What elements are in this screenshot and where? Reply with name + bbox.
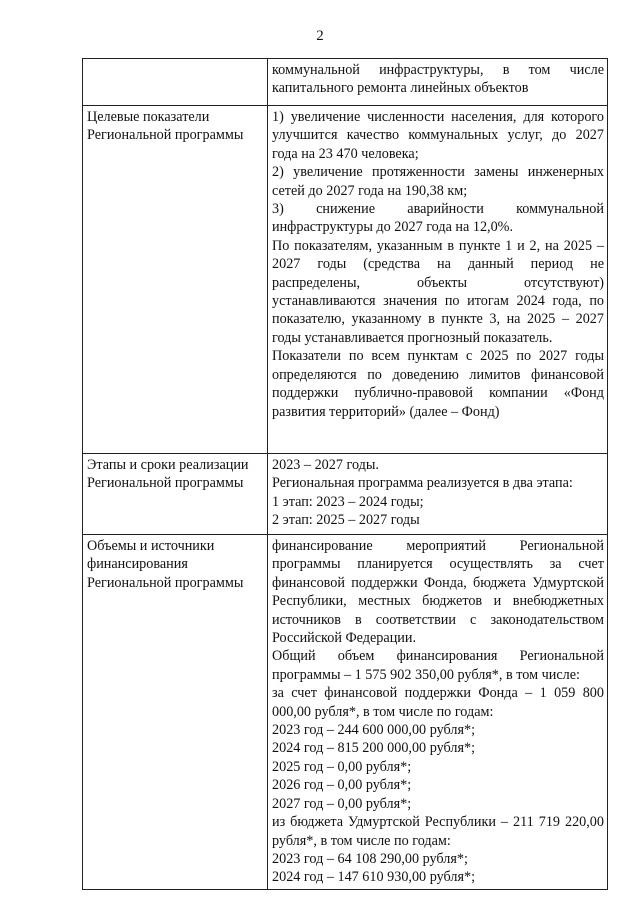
finance-intro: финансирование мероприятий Региональной программы планируется осуществлять за счет финансовой поддержки Фонда, бюджета Удмуртской Республики, местных бюджетов и внебюджетных источников в соответствии с законодательством Российской Федерации. [272,538,604,647]
finance-content [268,535,608,890]
table-row-stages [83,454,608,535]
table-row-continuation [83,59,608,106]
target-item-3: 3) снижение аварийности коммунальной инфраструктуры до 2027 года на 12,0%. [272,201,604,236]
budget-year-2023: 2023 год – 64 108 290,00 рубля*; [272,850,468,867]
finance-fund-header: за счет финансовой поддержки Фонда – 1 059 800 000,00 рубля*, в том числе по годам: [272,685,604,720]
targets-label: Целевые показатели Региональной программы [83,106,268,454]
stages-content [268,454,608,535]
fund-year-2025: 2025 год – 0,00 рубля*; [272,758,412,775]
budget-year-2024: 2024 год – 147 610 930,00 рубля*; [272,869,476,886]
stages-line-1: 2023 – 2027 годы. [272,457,379,473]
fund-year-2026: 2026 год – 0,00 рубля*; [272,777,412,794]
targets-note-2: Показатели по всем пунктам с 2025 по 2027 годы определяются по доведению лимитов финансовой поддержки публично-правовой компании «Фонд развития территорий» (далее – Фонд) [272,348,604,420]
stages-line-2: Региональная программа реализуется в два этапа: [272,475,573,492]
table-row-targets [83,106,608,454]
target-item-2: 2) увеличение протяженности замены инженерных сетей до 2027 года на 190,38 км; [272,164,604,199]
targets-content [268,106,608,454]
continuation-text: коммунальной инфраструктуры, в том числе капитального ремонта линейных объектов [268,59,608,106]
fund-year-2027: 2027 год – 0,00 рубля*; [272,795,412,812]
target-item-1: 1) увеличение численности населения, для которого улучшится качество коммунальных услуг, до 2027 года на 23 470 человека; [272,109,604,162]
finance-budget-header: из бюджета Удмуртской Республики – 211 719 220,00 рубля*, в том числе по годам: [272,814,604,849]
stages-line-3: 1 этап: 2023 – 2024 годы; [272,493,424,510]
finance-label: Объемы и источники финансирования Региональной программы [83,535,268,890]
stages-line-4: 2 этап: 2025 – 2027 годы [272,512,420,529]
stages-label: Этапы и сроки реализации Региональной программы [83,454,268,535]
page-number: 2 [316,28,324,44]
fund-year-2024: 2024 год – 815 200 000,00 рубля*; [272,740,476,757]
table-row-finance [83,535,608,890]
program-passport-table [82,58,608,890]
fund-year-2023: 2023 год – 244 600 000,00 рубля*; [272,722,476,739]
continuation-label [83,59,268,106]
targets-note-1: По показателям, указанным в пункте 1 и 2, на 2025 – 2027 годы (средства на данный период не распределены, объекты отсутствуют) устанавливаются значения по итогам 2024 года, по показателю, указанному в пункте 3, на 2025 – 2027 годы устанавливается прогнозный показатель. [272,237,604,346]
finance-total: Общий объем финансирования Региональной программы – 1 575 902 350,00 рубля*, в том числе: [272,648,604,683]
